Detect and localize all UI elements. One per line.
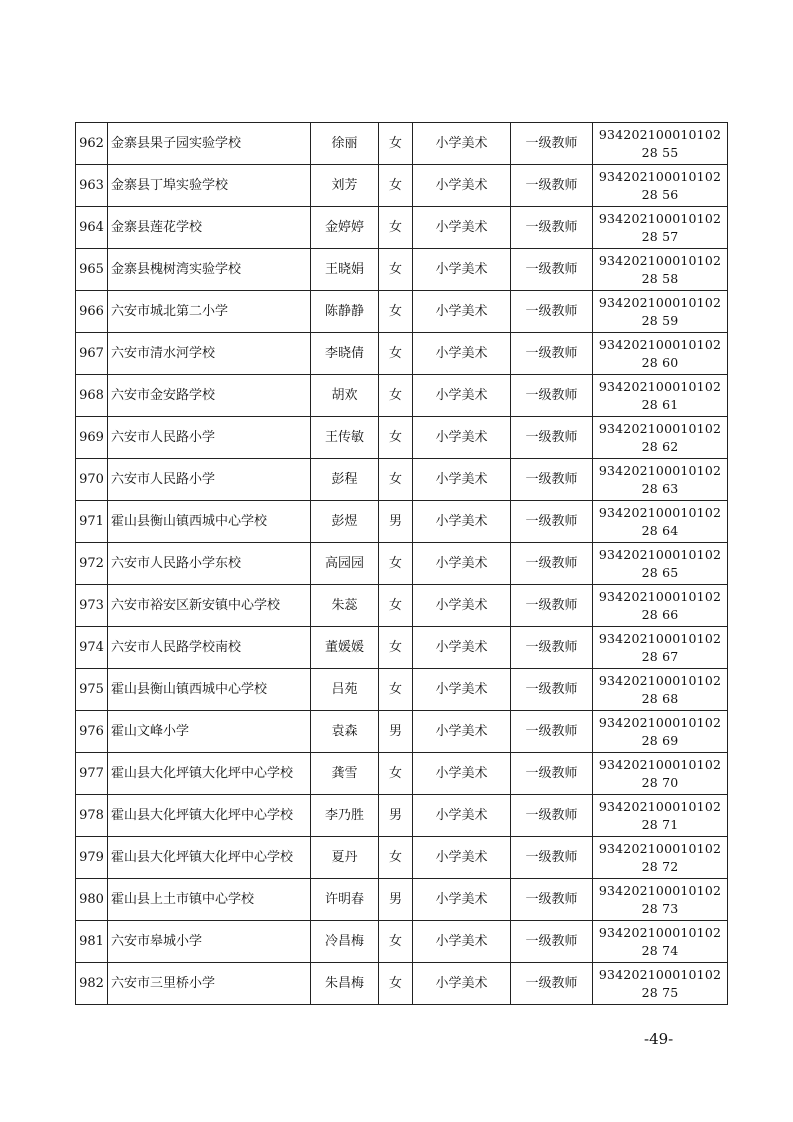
gender-cell: 女 [379, 753, 413, 795]
school-name-cell: 金寨县丁埠实验学校 [108, 165, 311, 207]
gender-cell: 男 [379, 711, 413, 753]
roster-table [75, 122, 728, 1005]
table-row [76, 921, 728, 963]
certificate-number-cell: 93420210001010228 60 [593, 333, 728, 375]
professional-title-cell: 一级教师 [511, 417, 593, 459]
school-name-cell: 霍山文峰小学 [108, 711, 311, 753]
row-number-cell: 971 [76, 501, 108, 543]
professional-title-cell: 一级教师 [511, 375, 593, 417]
certificate-number-cell: 93420210001010228 55 [593, 123, 728, 165]
gender-cell: 女 [379, 921, 413, 963]
certificate-number-cell: 93420210001010228 74 [593, 921, 728, 963]
teacher-name-cell: 彭程 [311, 459, 379, 501]
teacher-name-cell: 朱蕊 [311, 585, 379, 627]
certificate-number-cell: 93420210001010228 59 [593, 291, 728, 333]
gender-cell: 男 [379, 879, 413, 921]
certificate-number-cell: 93420210001010228 68 [593, 669, 728, 711]
professional-title-cell: 一级教师 [511, 669, 593, 711]
certificate-number-cell: 93420210001010228 71 [593, 795, 728, 837]
table-row [76, 627, 728, 669]
gender-cell: 女 [379, 837, 413, 879]
school-name-cell: 六安市清水河学校 [108, 333, 311, 375]
teacher-name-cell: 袁森 [311, 711, 379, 753]
school-name-cell: 霍山县大化坪镇大化坪中心学校 [108, 795, 311, 837]
certificate-number-cell: 93420210001010228 63 [593, 459, 728, 501]
gender-cell: 男 [379, 795, 413, 837]
gender-cell: 女 [379, 627, 413, 669]
school-name-cell: 金寨县莲花学校 [108, 207, 311, 249]
teacher-name-cell: 刘芳 [311, 165, 379, 207]
teacher-name-cell: 胡欢 [311, 375, 379, 417]
row-number-cell: 978 [76, 795, 108, 837]
subject-cell: 小学美术 [413, 291, 511, 333]
table-row [76, 501, 728, 543]
table-row [76, 963, 728, 1005]
subject-cell: 小学美术 [413, 123, 511, 165]
school-name-cell: 六安市人民路小学东校 [108, 543, 311, 585]
table-row [76, 375, 728, 417]
school-name-cell: 六安市城北第二小学 [108, 291, 311, 333]
table-row [76, 333, 728, 375]
subject-cell: 小学美术 [413, 753, 511, 795]
row-number-cell: 979 [76, 837, 108, 879]
professional-title-cell: 一级教师 [511, 795, 593, 837]
table-row [76, 879, 728, 921]
gender-cell: 女 [379, 459, 413, 501]
row-number-cell: 962 [76, 123, 108, 165]
subject-cell: 小学美术 [413, 501, 511, 543]
table-row [76, 543, 728, 585]
row-number-cell: 969 [76, 417, 108, 459]
certificate-number-cell: 93420210001010228 70 [593, 753, 728, 795]
subject-cell: 小学美术 [413, 333, 511, 375]
school-name-cell: 六安市人民路小学 [108, 459, 311, 501]
certificate-number-cell: 93420210001010228 64 [593, 501, 728, 543]
school-name-cell: 六安市金安路学校 [108, 375, 311, 417]
subject-cell: 小学美术 [413, 879, 511, 921]
gender-cell: 女 [379, 165, 413, 207]
subject-cell: 小学美术 [413, 417, 511, 459]
professional-title-cell: 一级教师 [511, 837, 593, 879]
professional-title-cell: 一级教师 [511, 543, 593, 585]
row-number-cell: 982 [76, 963, 108, 1005]
row-number-cell: 980 [76, 879, 108, 921]
gender-cell: 女 [379, 543, 413, 585]
school-name-cell: 金寨县槐树湾实验学校 [108, 249, 311, 291]
certificate-number-cell: 93420210001010228 62 [593, 417, 728, 459]
school-name-cell: 霍山县衡山镇西城中心学校 [108, 501, 311, 543]
row-number-cell: 967 [76, 333, 108, 375]
table-row [76, 165, 728, 207]
professional-title-cell: 一级教师 [511, 585, 593, 627]
row-number-cell: 977 [76, 753, 108, 795]
teacher-name-cell: 金婷婷 [311, 207, 379, 249]
teacher-name-cell: 王传敏 [311, 417, 379, 459]
table-row [76, 585, 728, 627]
table-row [76, 837, 728, 879]
row-number-cell: 972 [76, 543, 108, 585]
teacher-name-cell: 许明春 [311, 879, 379, 921]
subject-cell: 小学美术 [413, 543, 511, 585]
professional-title-cell: 一级教师 [511, 333, 593, 375]
certificate-number-cell: 93420210001010228 56 [593, 165, 728, 207]
school-name-cell: 霍山县大化坪镇大化坪中心学校 [108, 753, 311, 795]
gender-cell: 女 [379, 249, 413, 291]
teacher-name-cell: 李晓倩 [311, 333, 379, 375]
table-row [76, 207, 728, 249]
row-number-cell: 976 [76, 711, 108, 753]
certificate-number-cell: 93420210001010228 58 [593, 249, 728, 291]
table-row [76, 123, 728, 165]
professional-title-cell: 一级教师 [511, 627, 593, 669]
gender-cell: 男 [379, 501, 413, 543]
professional-title-cell: 一级教师 [511, 165, 593, 207]
row-number-cell: 981 [76, 921, 108, 963]
gender-cell: 女 [379, 207, 413, 249]
certificate-number-cell: 93420210001010228 61 [593, 375, 728, 417]
school-name-cell: 六安市裕安区新安镇中心学校 [108, 585, 311, 627]
teacher-name-cell: 董媛媛 [311, 627, 379, 669]
subject-cell: 小学美术 [413, 711, 511, 753]
row-number-cell: 973 [76, 585, 108, 627]
teacher-name-cell: 朱昌梅 [311, 963, 379, 1005]
subject-cell: 小学美术 [413, 795, 511, 837]
table-row [76, 711, 728, 753]
row-number-cell: 975 [76, 669, 108, 711]
gender-cell: 女 [379, 963, 413, 1005]
subject-cell: 小学美术 [413, 837, 511, 879]
subject-cell: 小学美术 [413, 165, 511, 207]
subject-cell: 小学美术 [413, 627, 511, 669]
table-row [76, 795, 728, 837]
certificate-number-cell: 93420210001010228 69 [593, 711, 728, 753]
row-number-cell: 974 [76, 627, 108, 669]
subject-cell: 小学美术 [413, 249, 511, 291]
table-row [76, 249, 728, 291]
table-row [76, 669, 728, 711]
certificate-number-cell: 93420210001010228 65 [593, 543, 728, 585]
teacher-name-cell: 彭煜 [311, 501, 379, 543]
table-row [76, 753, 728, 795]
row-number-cell: 963 [76, 165, 108, 207]
school-name-cell: 六安市人民路学校南校 [108, 627, 311, 669]
row-number-cell: 964 [76, 207, 108, 249]
table-row [76, 291, 728, 333]
professional-title-cell: 一级教师 [511, 207, 593, 249]
professional-title-cell: 一级教师 [511, 291, 593, 333]
row-number-cell: 968 [76, 375, 108, 417]
gender-cell: 女 [379, 375, 413, 417]
teacher-name-cell: 徐丽 [311, 123, 379, 165]
teacher-name-cell: 龚雪 [311, 753, 379, 795]
professional-title-cell: 一级教师 [511, 711, 593, 753]
school-name-cell: 霍山县上土市镇中心学校 [108, 879, 311, 921]
subject-cell: 小学美术 [413, 375, 511, 417]
professional-title-cell: 一级教师 [511, 963, 593, 1005]
teacher-name-cell: 吕苑 [311, 669, 379, 711]
professional-title-cell: 一级教师 [511, 459, 593, 501]
subject-cell: 小学美术 [413, 459, 511, 501]
roster-body [76, 123, 728, 1005]
professional-title-cell: 一级教师 [511, 123, 593, 165]
certificate-number-cell: 93420210001010228 66 [593, 585, 728, 627]
gender-cell: 女 [379, 417, 413, 459]
school-name-cell: 金寨县果子园实验学校 [108, 123, 311, 165]
gender-cell: 女 [379, 333, 413, 375]
page-number: -49- [644, 1030, 674, 1048]
subject-cell: 小学美术 [413, 669, 511, 711]
school-name-cell: 霍山县大化坪镇大化坪中心学校 [108, 837, 311, 879]
row-number-cell: 965 [76, 249, 108, 291]
row-number-cell: 966 [76, 291, 108, 333]
teacher-name-cell: 李乃胜 [311, 795, 379, 837]
teacher-name-cell: 夏丹 [311, 837, 379, 879]
teacher-name-cell: 高园园 [311, 543, 379, 585]
certificate-number-cell: 93420210001010228 75 [593, 963, 728, 1005]
subject-cell: 小学美术 [413, 585, 511, 627]
gender-cell: 女 [379, 585, 413, 627]
professional-title-cell: 一级教师 [511, 501, 593, 543]
table-row [76, 417, 728, 459]
professional-title-cell: 一级教师 [511, 753, 593, 795]
professional-title-cell: 一级教师 [511, 879, 593, 921]
school-name-cell: 六安市人民路小学 [108, 417, 311, 459]
teacher-name-cell: 冷昌梅 [311, 921, 379, 963]
certificate-number-cell: 93420210001010228 57 [593, 207, 728, 249]
table-row [76, 459, 728, 501]
certificate-number-cell: 93420210001010228 72 [593, 837, 728, 879]
school-name-cell: 霍山县衡山镇西城中心学校 [108, 669, 311, 711]
row-number-cell: 970 [76, 459, 108, 501]
certificate-number-cell: 93420210001010228 67 [593, 627, 728, 669]
teacher-name-cell: 陈静静 [311, 291, 379, 333]
gender-cell: 女 [379, 291, 413, 333]
gender-cell: 女 [379, 123, 413, 165]
teacher-name-cell: 王晓娟 [311, 249, 379, 291]
subject-cell: 小学美术 [413, 207, 511, 249]
subject-cell: 小学美术 [413, 963, 511, 1005]
certificate-number-cell: 93420210001010228 73 [593, 879, 728, 921]
gender-cell: 女 [379, 669, 413, 711]
subject-cell: 小学美术 [413, 921, 511, 963]
school-name-cell: 六安市皋城小学 [108, 921, 311, 963]
professional-title-cell: 一级教师 [511, 249, 593, 291]
school-name-cell: 六安市三里桥小学 [108, 963, 311, 1005]
professional-title-cell: 一级教师 [511, 921, 593, 963]
